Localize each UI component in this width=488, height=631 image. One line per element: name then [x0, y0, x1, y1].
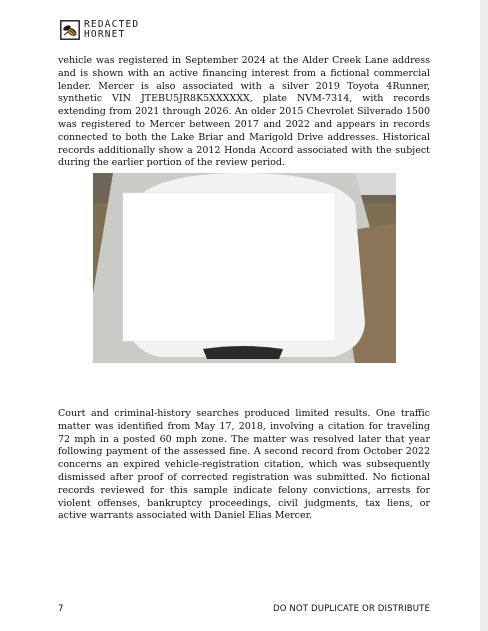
logo-line-2: HORNET: [84, 29, 126, 40]
hornet-logo-icon: [60, 20, 80, 40]
body-paragraph-court-records: Court and criminal-history searches produced limited results. One traffic matter was identified from May 17, 2018, involving a citation for traveling 72 mph in a posted 60 mph zone. The matter was resolved later that year following payment of the assessed fine. A second record from October 2022 concerns an expired vehicle-registration citation, which was subsequently dismissed after proof of corrected registration was submitted. No fictional records reviewed for this sample indicate felony convictions, arrests for violent offenses, bankruptcy proceedings, civil judgments, tax liens, or active warrants associated with Daniel Elias Mercer.: [58, 408, 430, 522]
logo-line-1: REDACTED: [84, 19, 140, 30]
vehicle-photo: [93, 173, 396, 363]
company-logo: [60, 20, 139, 40]
distribution-notice: DO NOT DUPLICATE OR DISTRIBUTE: [272, 604, 430, 614]
page-number: 7: [58, 604, 64, 614]
logo-wordmark: [84, 20, 139, 40]
body-paragraph-vehicles: vehicle was registered in September 2024 at the Alder Creek Lane address and is shown with an active financing interest from a fictional commercial lender. Mercer is also associated with a silver 2019 Toyota 4Runner, synthetic VIN JTEBU5JR8K5XXXXXX, plate NVM-7314, with records extending from 2021 through 2026. An older 2015 Chevrolet Silverado 1500 was registered to Mercer between 2017 and 2022 and appears in records connected to both the Lake Briar and Marigold Drive addresses. Historical records additionally show a 2012 Honda Accord associated with the subject during the earlier portion of the review period.: [58, 55, 430, 169]
redaction-box: [123, 193, 335, 341]
car-grille: [203, 346, 283, 359]
